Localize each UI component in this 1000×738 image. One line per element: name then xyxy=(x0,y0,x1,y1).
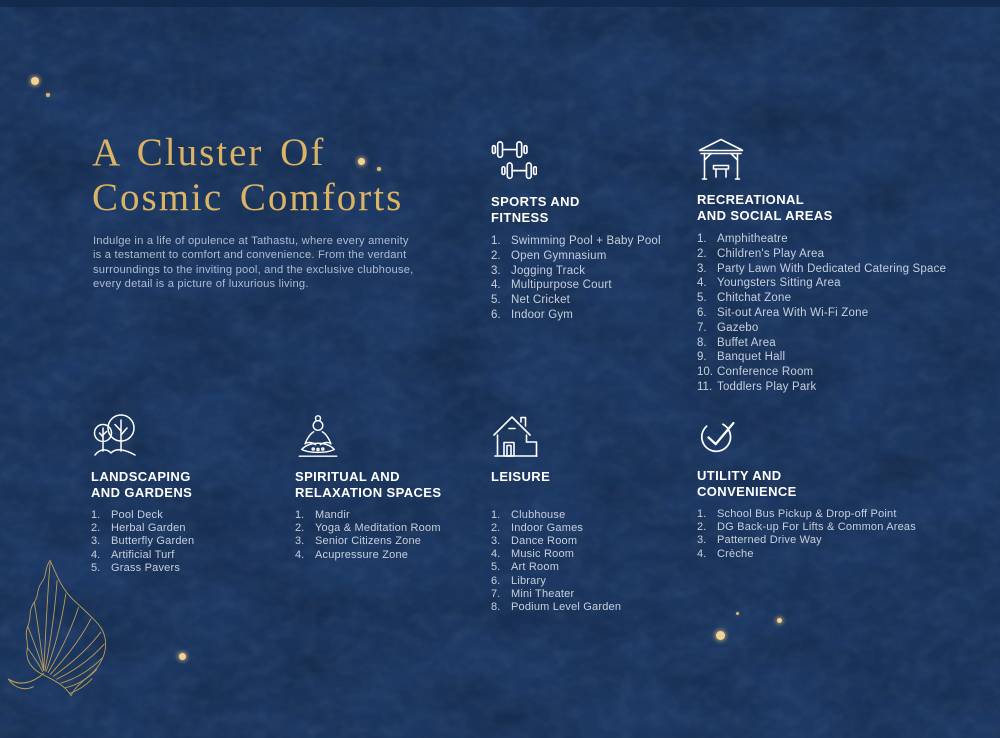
list-item-number: 4. xyxy=(91,548,101,561)
list-item-number: 3. xyxy=(295,535,305,548)
list-item xyxy=(697,534,967,547)
list-item xyxy=(491,575,701,588)
section-heading-line2: FITNESS xyxy=(491,209,549,225)
list-item xyxy=(491,522,701,535)
list-item-number: 1. xyxy=(295,509,305,521)
list-item-number: 5. xyxy=(491,294,501,307)
list-item-number: 11. xyxy=(697,380,713,393)
list-item xyxy=(697,262,967,277)
star-dot xyxy=(358,158,365,165)
list-item-text: Conference Room xyxy=(717,366,814,379)
list-item xyxy=(697,508,967,521)
list-item-text: Art Room xyxy=(511,561,560,574)
section-heading-line2: CONVENIENCE xyxy=(697,483,797,499)
section-heading-line2: AND GARDENS xyxy=(91,484,193,500)
list-item-text: Banquet Hall xyxy=(717,351,786,364)
amenity-list xyxy=(697,232,967,395)
list-item-number: 1. xyxy=(491,508,501,521)
list-item-number: 2. xyxy=(491,521,501,534)
list-item-text: Chitchat Zone xyxy=(717,292,792,305)
star-dot xyxy=(31,77,39,85)
star-dot xyxy=(777,618,782,623)
intro-paragraph: Indulge in a life of opulence at Tathastu, where every amenity is a testament to comfort and convenience. From the verdant surroundings to the inviting pool, and the exclusive clubhouse, every detail is a picture of luxurious living. xyxy=(93,235,414,291)
list-item-text: Yoga & Meditation Room xyxy=(315,522,441,535)
list-item-text: Podium Level Garden xyxy=(511,600,622,613)
list-item-text: Net Cricket xyxy=(511,294,571,307)
list-item-text: Open Gymnasium xyxy=(511,249,607,262)
list-item-number: 2. xyxy=(697,521,707,534)
list-item xyxy=(697,276,967,291)
list-item-number: 2. xyxy=(295,522,305,535)
trees-icon xyxy=(91,412,301,464)
list-item-text: Buffet Area xyxy=(717,336,776,349)
list-item-number: 3. xyxy=(491,534,501,547)
list-item xyxy=(91,549,301,562)
list-item xyxy=(91,522,301,535)
list-item-number: 6. xyxy=(491,308,501,321)
list-item-number: 1. xyxy=(91,509,101,521)
list-item-text: Clubhouse xyxy=(511,508,566,521)
list-item-text: Artificial Turf xyxy=(111,548,175,561)
list-item-text: Herbal Garden xyxy=(111,522,186,535)
section-heading xyxy=(697,192,967,223)
list-item-text: Children's Play Area xyxy=(717,247,825,260)
list-item-number: 4. xyxy=(295,548,305,561)
list-item-text: Pool Deck xyxy=(111,509,163,521)
list-item-text: Swimming Pool + Baby Pool xyxy=(511,235,661,247)
list-item-number: 3. xyxy=(91,535,101,548)
section-landscaping-and-gardens xyxy=(91,412,301,575)
list-item xyxy=(91,509,301,522)
list-item-text: Music Room xyxy=(511,548,575,561)
list-item-number: 4. xyxy=(697,277,707,290)
list-item-text: Sit-out Area With Wi-Fi Zone xyxy=(717,306,869,319)
list-item-text: Dance Room xyxy=(511,534,578,547)
list-item xyxy=(697,247,967,262)
section-heading-line1: SPIRITUAL AND xyxy=(295,469,400,484)
list-item xyxy=(491,561,701,574)
list-item-number: 5. xyxy=(491,561,501,574)
list-item-number: 4. xyxy=(491,279,501,292)
list-item xyxy=(697,232,967,247)
section-utility-and-convenience xyxy=(697,411,967,561)
list-item-text: Senior Citizens Zone xyxy=(315,535,422,548)
check-circle-icon xyxy=(697,411,967,463)
list-item xyxy=(491,601,701,614)
list-item-text: Gazebo xyxy=(717,321,759,334)
ginkgo-leaf-decoration xyxy=(0,553,124,717)
list-item-number: 6. xyxy=(697,306,707,319)
list-item-text: Crèche xyxy=(717,547,754,560)
section-leisure xyxy=(491,412,701,614)
list-item-number: 5. xyxy=(697,292,707,305)
star-dot xyxy=(377,167,381,171)
list-item-text: Multipurpose Court xyxy=(511,279,612,292)
list-item-text: Butterfly Garden xyxy=(111,535,195,548)
list-item-number: 2. xyxy=(91,522,101,535)
star-dot xyxy=(736,612,739,615)
section-heading xyxy=(91,469,301,500)
list-item-number: 10. xyxy=(697,366,713,379)
section-heading xyxy=(491,469,701,485)
amenity-list xyxy=(491,509,701,615)
list-item-number: 4. xyxy=(697,547,707,560)
list-item xyxy=(697,306,967,321)
list-item xyxy=(491,588,701,601)
section-heading-line2: AND SOCIAL AREAS xyxy=(697,207,833,223)
list-item-text: Mini Theater xyxy=(511,587,575,600)
section-heading xyxy=(697,468,967,499)
star-dot xyxy=(716,631,725,640)
list-item xyxy=(697,365,967,380)
list-item xyxy=(91,535,301,548)
list-item xyxy=(697,380,967,395)
list-item-text: Amphitheatre xyxy=(717,233,788,245)
list-item-number: 7. xyxy=(697,321,707,334)
star-dot xyxy=(179,653,186,660)
page-title-line1: A Cluster Of xyxy=(92,131,326,174)
list-item-text: Mandir xyxy=(315,509,350,521)
list-item xyxy=(491,509,701,522)
list-item-text: Party Lawn With Dedicated Catering Space xyxy=(717,262,947,275)
gazebo-icon xyxy=(697,135,967,187)
list-item xyxy=(697,521,967,534)
list-item-text: Indoor Games xyxy=(511,521,584,534)
section-heading-line2: RELAXATION SPACES xyxy=(295,484,442,500)
list-item-number: 8. xyxy=(697,336,707,349)
list-item xyxy=(697,321,967,336)
list-item-number: 2. xyxy=(491,249,501,262)
list-item-text: Acupressure Zone xyxy=(315,548,409,561)
list-item xyxy=(697,291,967,306)
list-item-number: 8. xyxy=(491,600,501,613)
section-recreational-and-social-areas xyxy=(697,135,967,395)
list-item xyxy=(697,336,967,351)
section-heading-line1: LANDSCAPING xyxy=(91,469,191,484)
list-item-number: 1. xyxy=(697,233,707,245)
list-item-number: 3. xyxy=(491,264,501,277)
list-item-number: 9. xyxy=(697,351,707,364)
top-edge-shadow xyxy=(0,0,1000,7)
list-item-text: Youngsters Sitting Area xyxy=(717,277,841,290)
list-item-text: School Bus Pickup & Drop-off Point xyxy=(717,508,897,520)
amenity-list xyxy=(697,508,967,561)
amenity-list xyxy=(91,509,301,575)
list-item-number: 3. xyxy=(697,534,707,547)
clubhouse-icon xyxy=(491,412,701,464)
list-item-number: 1. xyxy=(491,235,501,247)
list-item xyxy=(491,548,701,561)
list-item-text: DG Back-up For Lifts & Common Areas xyxy=(717,521,916,534)
list-item-text: Toddlers Play Park xyxy=(717,380,817,393)
list-item-text: Library xyxy=(511,574,547,587)
list-item-number: 1. xyxy=(697,508,707,520)
list-item xyxy=(491,535,701,548)
list-item-number: 5. xyxy=(91,561,101,574)
list-item-text: Indoor Gym xyxy=(511,308,574,321)
section-heading-line1: LEISURE xyxy=(491,469,551,484)
list-item-number: 2. xyxy=(697,247,707,260)
section-heading-line1: SPORTS AND xyxy=(491,194,580,209)
section-heading-line1: UTILITY AND xyxy=(697,468,782,483)
section-heading-line1: RECREATIONAL xyxy=(697,192,805,207)
list-item-number: 4. xyxy=(491,548,501,561)
list-item-number: 7. xyxy=(491,587,501,600)
list-item-text: Grass Pavers xyxy=(111,561,181,574)
list-item xyxy=(697,350,967,365)
list-item-number: 6. xyxy=(491,574,501,587)
list-item xyxy=(91,562,301,575)
list-item-number: 3. xyxy=(697,262,707,275)
list-item-text: Jogging Track xyxy=(511,264,586,277)
list-item xyxy=(697,548,967,561)
star-dot xyxy=(46,93,50,97)
page-title xyxy=(92,130,492,220)
page-title-line2: Cosmic Comforts xyxy=(92,176,404,219)
list-item-text: Patterned Drive Way xyxy=(717,534,822,547)
